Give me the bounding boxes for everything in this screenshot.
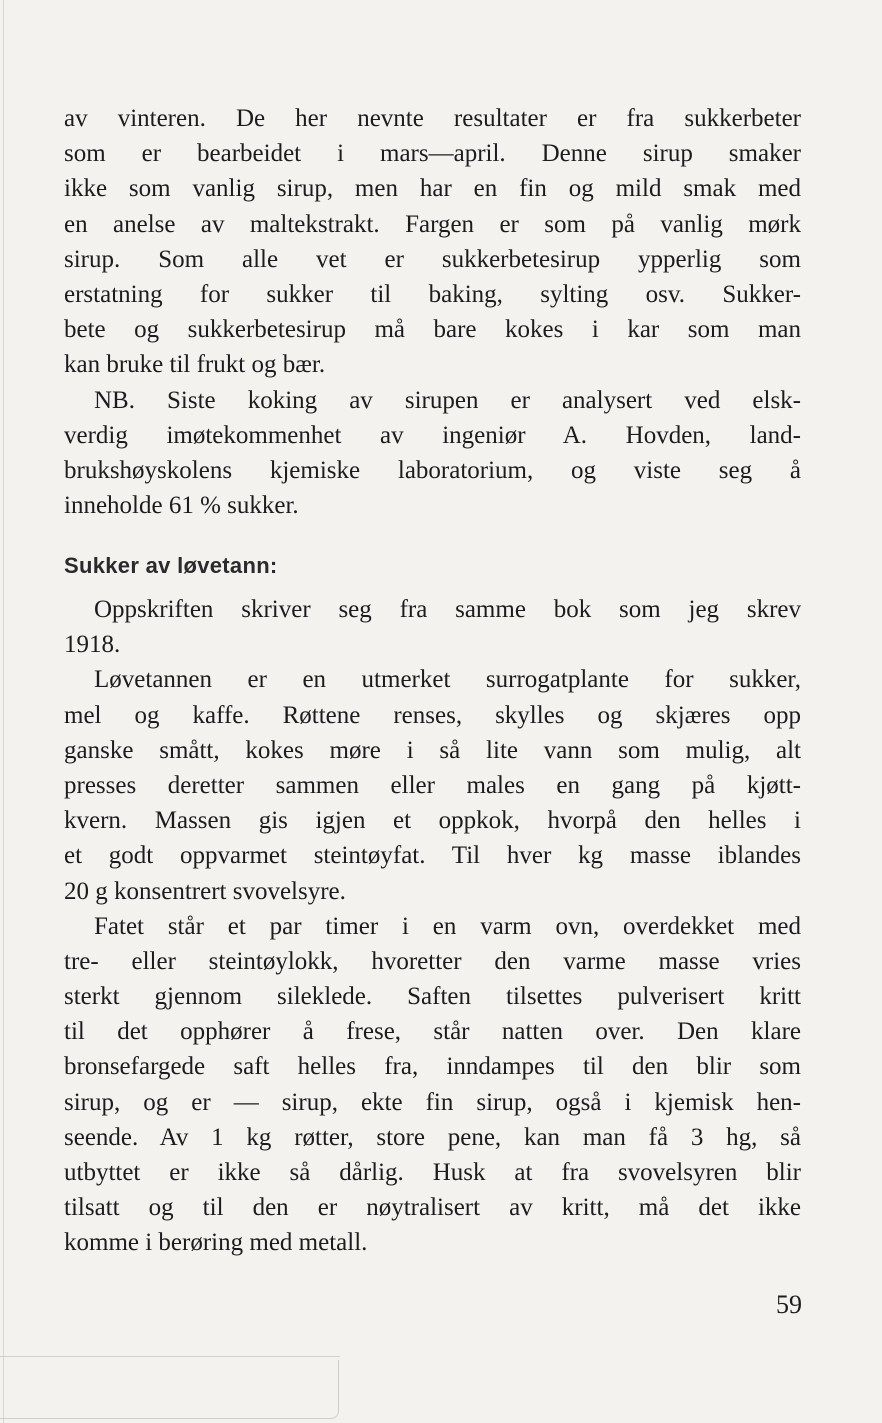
text-line: Løvetannen er en utmerket surrogatplante for sukker, (94, 666, 801, 694)
text-line: NB. Siste koking av sirupen er analysert ved elsk- (94, 386, 801, 414)
text-line: erstatning for sukker til baking, sylting osv. Sukker- (64, 280, 801, 308)
text-line: mel og kaffe. Røttene renses, skylles og skjæres opp (64, 701, 801, 729)
section-heading: Sukker av løvetann: (64, 553, 278, 578)
text-line: tre- eller steintøylokk, hvoretter den varme masse vries (64, 947, 801, 975)
text-line: bronsefargede saft helles fra, inndampes til den blir som (64, 1053, 801, 1081)
text-line: til det opphører å frese, står natten over. Den klare (64, 1018, 801, 1046)
text-line: som er bearbeidet i mars—april. Denne sirup smaker (64, 140, 801, 168)
text-line: komme i berøring med metall. (64, 1229, 368, 1257)
text-line: sirup, og er — sirup, ekte fin sirup, også i kjemisk hen- (64, 1088, 801, 1116)
text-line: 1918. (64, 631, 121, 659)
text-line: sirup. Som alle vet er sukkerbetesirup ypperlig som (64, 245, 801, 273)
text-line: brukshøyskolens kjemiske laboratorium, og viste seg å (64, 456, 801, 484)
text-line: tilsatt og til den er nøytralisert av kritt, må det ikke (64, 1194, 801, 1222)
text-line: sterkt gjennom sileklede. Saften tilsettes pulverisert kritt (64, 983, 801, 1011)
text-line: inneholde 61 % sukker. (64, 492, 299, 520)
text-block-top (64, 101, 801, 523)
text-line: seende. Av 1 kg røtter, store pene, kan man få 3 hg, så (64, 1123, 801, 1151)
text-line: Oppskriften skriver seg fra samme bok som jeg skrev (94, 596, 801, 623)
text-line: en anelse av maltekstrakt. Fargen er som på vanlig mørk (64, 210, 801, 238)
text-line: kvern. Massen gis igjen et oppkok, hvorpå den helles i (64, 807, 801, 835)
scan-edge-tab (0, 1360, 339, 1419)
scan-edge-line (0, 1356, 340, 1357)
text-line: Fatet står et par timer i en varm ovn, overdekket med (94, 912, 801, 940)
page-edge-line (3, 0, 4, 1423)
text-line: ikke som vanlig sirup, men har en fin og mild smak med (64, 175, 801, 203)
text-line: presses deretter sammen eller males en gang på kjøtt- (64, 771, 801, 799)
text-line: kan bruke til frukt og bær. (64, 351, 326, 379)
text-line: utbyttet er ikke så dårlig. Husk at fra svovelsyren blir (64, 1159, 801, 1186)
text-block-bottom (64, 592, 801, 1261)
text-line: 20 g konsentrert svovelsyre. (64, 877, 346, 905)
text-line: bete og sukkerbetesirup må bare kokes i kar som man (64, 316, 801, 344)
text-line: verdig imøtekommenhet av ingeniør A. Hovden, land- (64, 421, 801, 449)
text-line: ganske smått, kokes møre i så lite vann som mulig, alt (64, 736, 801, 764)
text-line: av vinteren. De her nevnte resultater er fra sukkerbeter (64, 105, 801, 132)
text-line: et godt oppvarmet steintøyfat. Til hver kg masse iblandes (64, 842, 801, 870)
page-number: 59 (776, 1290, 802, 1319)
